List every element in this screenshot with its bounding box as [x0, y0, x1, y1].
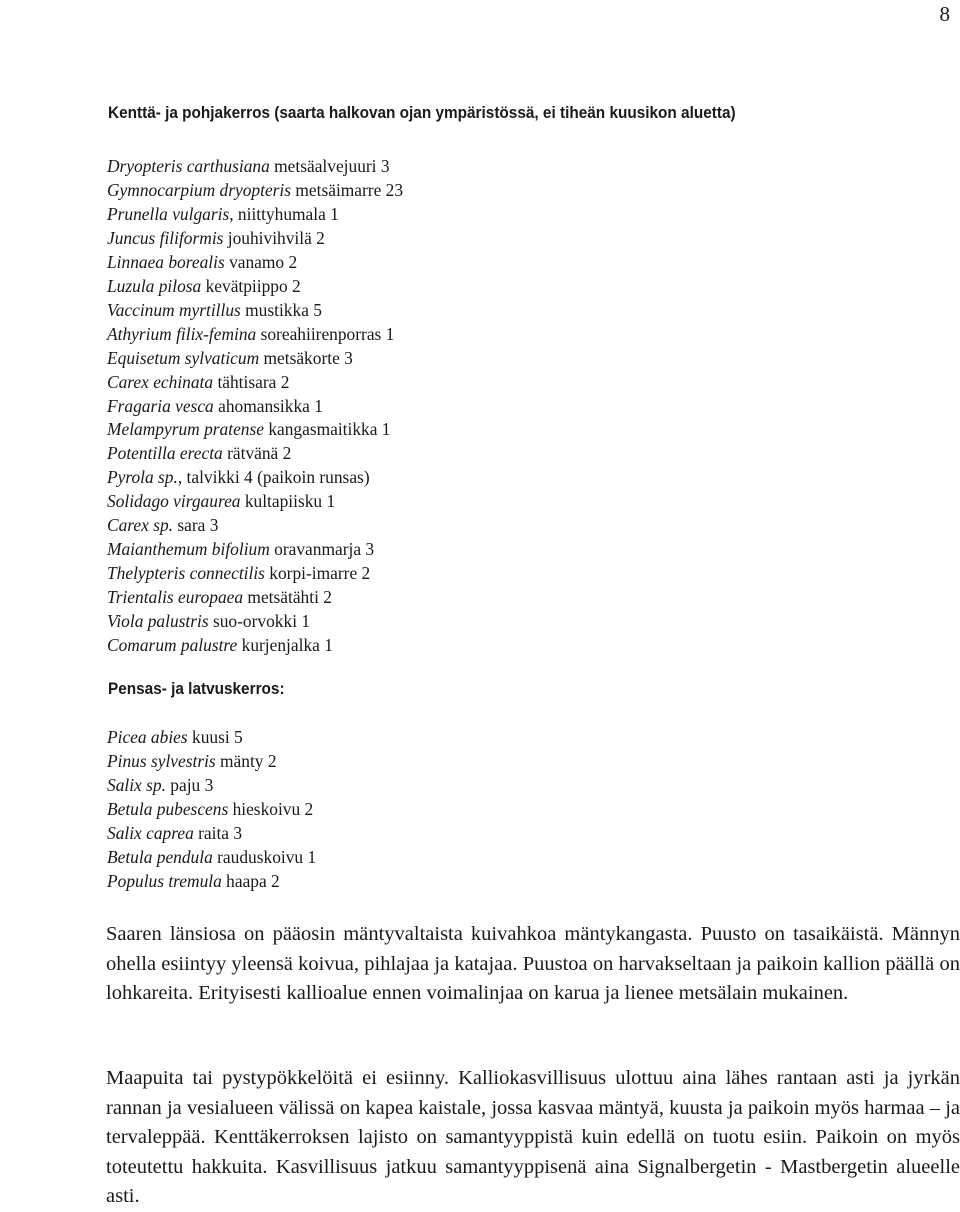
species-item [107, 251, 403, 275]
common-name: , talvikki 4 (paikoin runsas) [177, 467, 370, 488]
species-item [107, 726, 316, 750]
body-paragraph: Saaren länsiosa on pääosin mäntyvaltaista kuivahkoa mäntykangasta. Puusto on tasaikäistä. Männyn ohella esiintyy yleensä koivua, pihlajaa ja katajaa. Puustoa on harvakseltaan ja paikoin kallion päällä on lohkareita. Erityisesti kallioalue ennen voimalinjaa on karua ja lienee metsälain mukainen. [106, 923, 960, 1004]
common-name: kultapiisku 1 [240, 491, 336, 512]
latin-name: Populus tremula [107, 870, 222, 891]
common-name: haapa 2 [221, 870, 280, 891]
latin-name: Viola palustris [107, 611, 209, 632]
common-name: rauduskoivu 1 [212, 846, 317, 867]
common-name: korpi-imarre 2 [264, 563, 371, 584]
latin-name: Picea abies [107, 727, 188, 747]
latin-name: Betula pendula [107, 846, 213, 867]
common-name: kangasmaitikka 1 [263, 419, 391, 440]
shrub-layer-species-list [107, 726, 316, 894]
field-layer-heading: Kenttä- ja pohjakerros (saarta halkovan ojan ympäristössä, ei tiheän kuusikon aluetta) [108, 104, 736, 122]
species-item [107, 155, 403, 179]
species-item [107, 586, 403, 610]
latin-name: Maianthemum bifolium [107, 539, 270, 560]
species-item [107, 846, 316, 870]
common-name: raita 3 [193, 822, 243, 843]
common-name: metsäalvejuuri 3 [269, 156, 390, 176]
common-name: suo-orvokki 1 [208, 611, 311, 632]
species-item [107, 538, 403, 562]
species-item [107, 514, 403, 538]
common-name: metsätähti 2 [243, 587, 332, 608]
common-name: metsäimarre 23 [291, 179, 404, 200]
latin-name: Juncus filiformis [107, 227, 224, 248]
latin-name: Salix caprea [107, 822, 194, 843]
common-name: vanamo 2 [224, 251, 298, 272]
latin-name: Linnaea borealis [107, 251, 225, 272]
latin-name: Athyrium filix-femina [107, 323, 257, 344]
species-item [107, 179, 403, 203]
species-item [107, 395, 403, 419]
common-name: kurjenjalka 1 [237, 635, 333, 656]
latin-name: Potentilla erecta [107, 443, 223, 464]
species-item [107, 562, 403, 586]
common-name: hieskoivu 2 [228, 798, 314, 819]
latin-name: Comarum palustre [107, 635, 238, 656]
species-item [107, 203, 403, 227]
species-item [107, 442, 403, 466]
species-item [107, 798, 316, 822]
common-name: rätvänä 2 [222, 443, 292, 464]
common-name: , niittyhumala 1 [229, 203, 339, 224]
latin-name: Dryopteris carthusiana [107, 156, 270, 176]
species-item [107, 634, 403, 658]
common-name: mänty 2 [215, 750, 277, 771]
shrub-layer-heading: Pensas- ja latvuskerros: [108, 680, 285, 698]
latin-name: Fragaria vesca [107, 395, 214, 416]
common-name: ahomansikka 1 [213, 395, 323, 416]
species-item [107, 822, 316, 846]
field-layer-species-list [107, 155, 403, 658]
species-item [107, 299, 403, 323]
latin-name: Solidago virgaurea [107, 491, 241, 512]
common-name: jouhivihvilä 2 [223, 227, 325, 248]
species-item [107, 323, 403, 347]
species-item [107, 227, 403, 251]
latin-name: Carex sp. [107, 515, 174, 536]
body-paragraph: Maapuita tai pystypökkelöitä ei esiinny. Kalliokasvillisuus ulottuu aina lähes rantaan asti ja jyrkän rannan ja vesialueen välissä on kapea kaistale, jossa kasvaa mäntyä, kuusta ja paikoin myös harmaa – ja tervaleppää. Kenttäkerroksen lajisto on samantyyppistä kuin edellä on tuotu esiin. Paikoin on myös toteutettu hakkuita. Kasvillisuus jatkuu samantyyppisenä aina Signalbergetin - Mastbergetin alueelle asti. [106, 1067, 960, 1207]
latin-name: Luzula pilosa [107, 275, 202, 296]
latin-name: Trientalis europaea [107, 587, 244, 608]
latin-name: Salix sp. [107, 774, 166, 795]
species-item [107, 750, 316, 774]
latin-name: Gymnocarpium dryopteris [107, 179, 292, 200]
common-name: mustikka 5 [240, 299, 322, 320]
species-item [107, 347, 403, 371]
page-number: 8 [939, 2, 950, 26]
species-item [107, 371, 403, 395]
common-name: paju 3 [165, 774, 214, 795]
common-name: kuusi 5 [187, 727, 243, 747]
species-item [107, 774, 316, 798]
latin-name: Pyrola sp. [107, 467, 178, 488]
latin-name: Pinus sylvestris [107, 750, 216, 771]
latin-name: Vaccinum myrtillus [107, 299, 241, 320]
species-item [107, 490, 403, 514]
common-name: soreahiirenporras 1 [256, 323, 395, 344]
latin-name: Thelypteris connectilis [107, 563, 265, 584]
species-item [107, 466, 403, 490]
common-name: tähtisara 2 [213, 371, 290, 392]
common-name: kevätpiippo 2 [201, 275, 301, 296]
common-name: metsäkorte 3 [259, 347, 353, 368]
species-item [107, 610, 403, 634]
species-item [107, 275, 403, 299]
latin-name: Betula pubescens [107, 798, 229, 819]
latin-name: Carex echinata [107, 371, 214, 392]
common-name: sara 3 [173, 515, 219, 536]
species-item [107, 418, 403, 442]
latin-name: Prunella vulgaris [107, 203, 230, 224]
species-item [107, 870, 316, 894]
latin-name: Melampyrum pratense [107, 419, 264, 440]
latin-name: Equisetum sylvaticum [107, 347, 260, 368]
common-name: oravanmarja 3 [269, 539, 375, 560]
